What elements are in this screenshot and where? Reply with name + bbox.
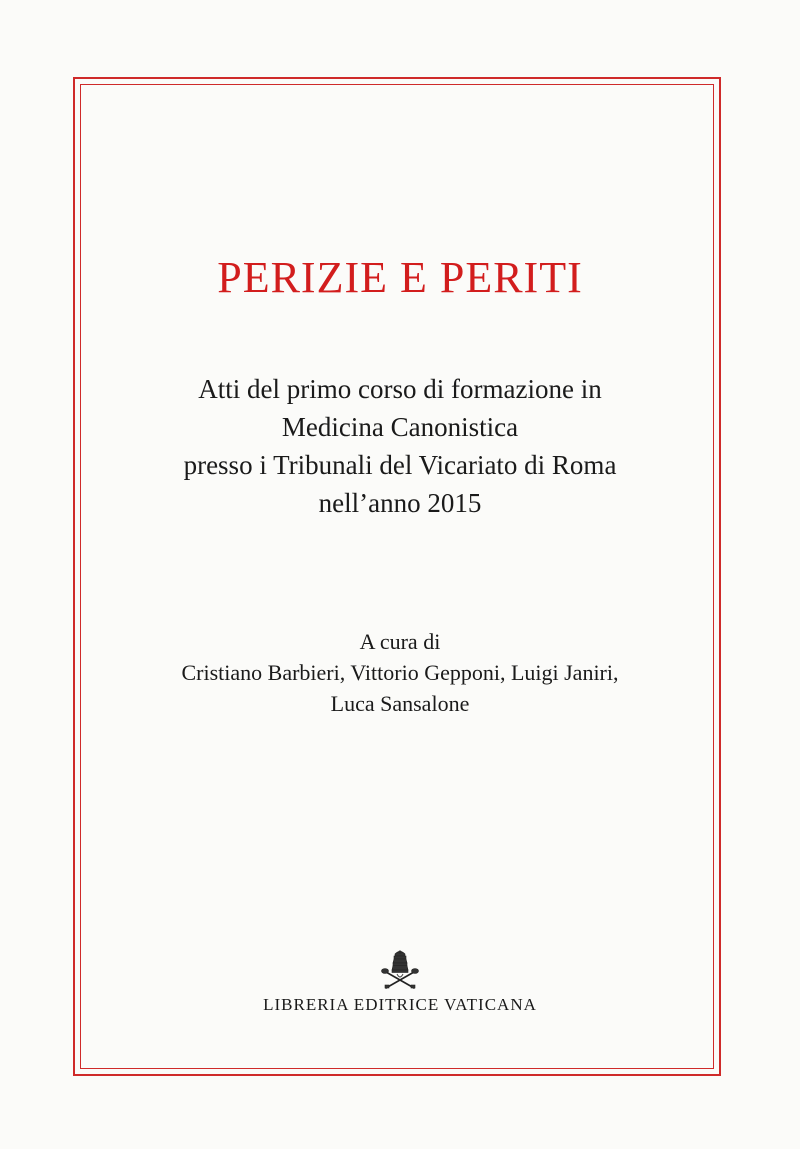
book-subtitle — [0, 370, 800, 522]
publisher-name: LIBRERIA EDITRICE VATICANA — [263, 995, 537, 1014]
editors-block — [0, 626, 800, 719]
editor-line: Luca Sansalone — [330, 691, 470, 716]
inner-frame-border — [80, 84, 714, 1069]
book-title: PERIZIE E PERITI — [217, 253, 583, 302]
subtitle-line: Atti del primo corso di formazione in — [198, 374, 602, 404]
subtitle-line: Medicina Canonistica — [281, 412, 519, 442]
papal-keys-tiara-icon — [378, 950, 422, 990]
editor-line: Cristiano Barbieri, Vittorio Gepponi, Luigi Janiri, — [181, 660, 619, 685]
subtitle-line: presso i Tribunali del Vicariato di Roma — [183, 450, 617, 480]
editor-intro: A cura di — [359, 629, 441, 654]
subtitle-line: nell’anno 2015 — [318, 488, 482, 518]
